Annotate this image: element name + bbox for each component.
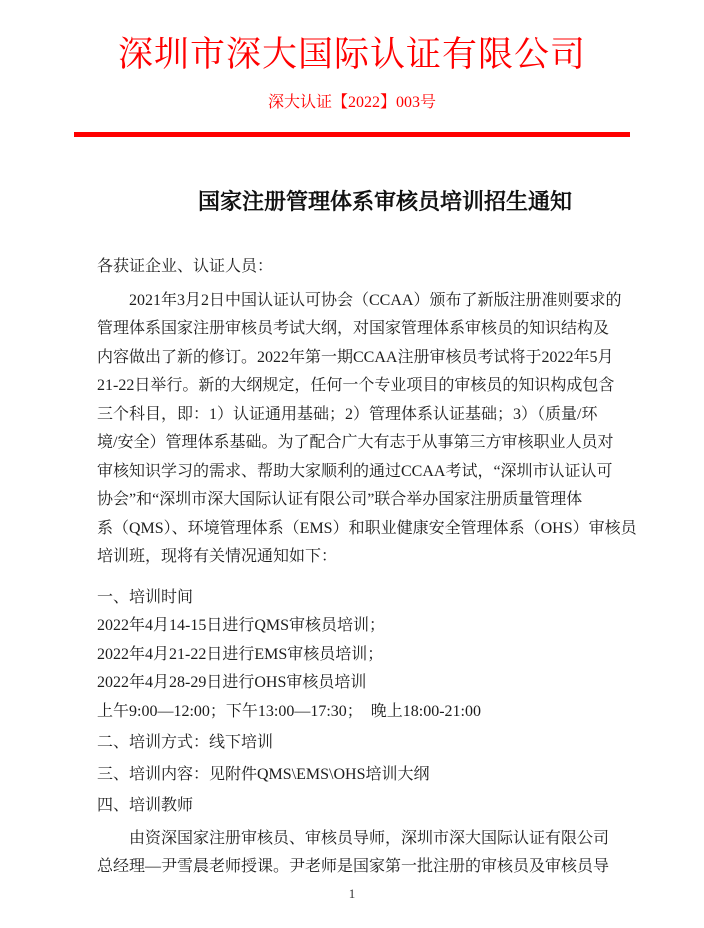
page-number: 1 bbox=[348, 886, 356, 901]
schedule-line-ems: 2022年4月21-22日进行EMS审核员培训； bbox=[97, 645, 384, 663]
schedule-line-ohs: 2022年4月28-29日进行OHS审核员培训 bbox=[97, 674, 367, 691]
intro-line: 培训班，现将有关情况通知如下： bbox=[97, 548, 338, 565]
document-title: 国家注册管理体系审核员培训招生通知 bbox=[197, 189, 572, 214]
intro-line: 内容做出了新的修订。2022年第一期CCAA注册审核员考试将于2022年5月 bbox=[97, 348, 614, 366]
salutation: 各获证企业、认证人员： bbox=[97, 258, 274, 275]
letterhead bbox=[0, 0, 704, 137]
schedule-line-hours: 上午9:00—12:00；下午13:00—17:30； 晚上18:00-21:00 bbox=[97, 702, 482, 720]
teacher-line: 总经理—尹雪晨老师授课。尹老师是国家第一批注册的审核员及审核员导 bbox=[97, 858, 610, 875]
intro-line: 管理体系国家注册审核员考试大纲，对国家管理体系审核员的知识结构及 bbox=[97, 320, 610, 337]
intro-line: 境/安全）管理体系基础。为了配合广大有志于从事第三方审核职业人员对 bbox=[97, 434, 614, 451]
intro-line: 21-22日举行。新的大纲规定，任何一个专业项目的审核员的知识构成包含 bbox=[97, 377, 615, 394]
intro-paragraph bbox=[97, 287, 637, 572]
section-heading-training-time: 一、培训时间 bbox=[97, 588, 194, 606]
intro-line: 审核知识学习的需求、帮助大家顺利的通过CCAA考试，“深圳市认证认可 bbox=[97, 462, 613, 480]
schedule-line-qms: 2022年4月14-15日进行QMS审核员培训； bbox=[97, 617, 386, 634]
document-reference-number: 深大认证【2022】003号 bbox=[267, 94, 436, 111]
intro-line: 2021年3月2日中国认证认可协会（CCAA）颁布了新版注册准则要求的 bbox=[129, 291, 622, 309]
intro-line: 协会”和“深圳市深大国际认证有限公司”联合举办国家注册质量管理体 bbox=[97, 491, 583, 508]
intro-line: 三个科目，即：1）认证通用基础；2）管理体系认证基础；3）（质量/环 bbox=[97, 405, 598, 423]
organization-name: 深圳市深大国际认证有限公司 bbox=[117, 35, 586, 74]
teacher-paragraph bbox=[97, 825, 629, 882]
section-heading-training-teacher: 四、培训教师 bbox=[97, 797, 194, 814]
section-heading-training-content: 三、培训内容：见附件QMS\EMS\OHS培训大纲 bbox=[97, 765, 430, 783]
divider-rule bbox=[74, 132, 630, 137]
section-heading-training-method: 二、培训方式：线下培训 bbox=[97, 734, 274, 751]
intro-line: 系（QMS）、环境管理体系（EMS）和职业健康安全管理体系（OHS）审核员 bbox=[97, 519, 637, 537]
teacher-line: 由资深国家注册审核员、审核员导师，深圳市深大国际认证有限公司 bbox=[129, 829, 610, 847]
document-body bbox=[97, 253, 637, 882]
